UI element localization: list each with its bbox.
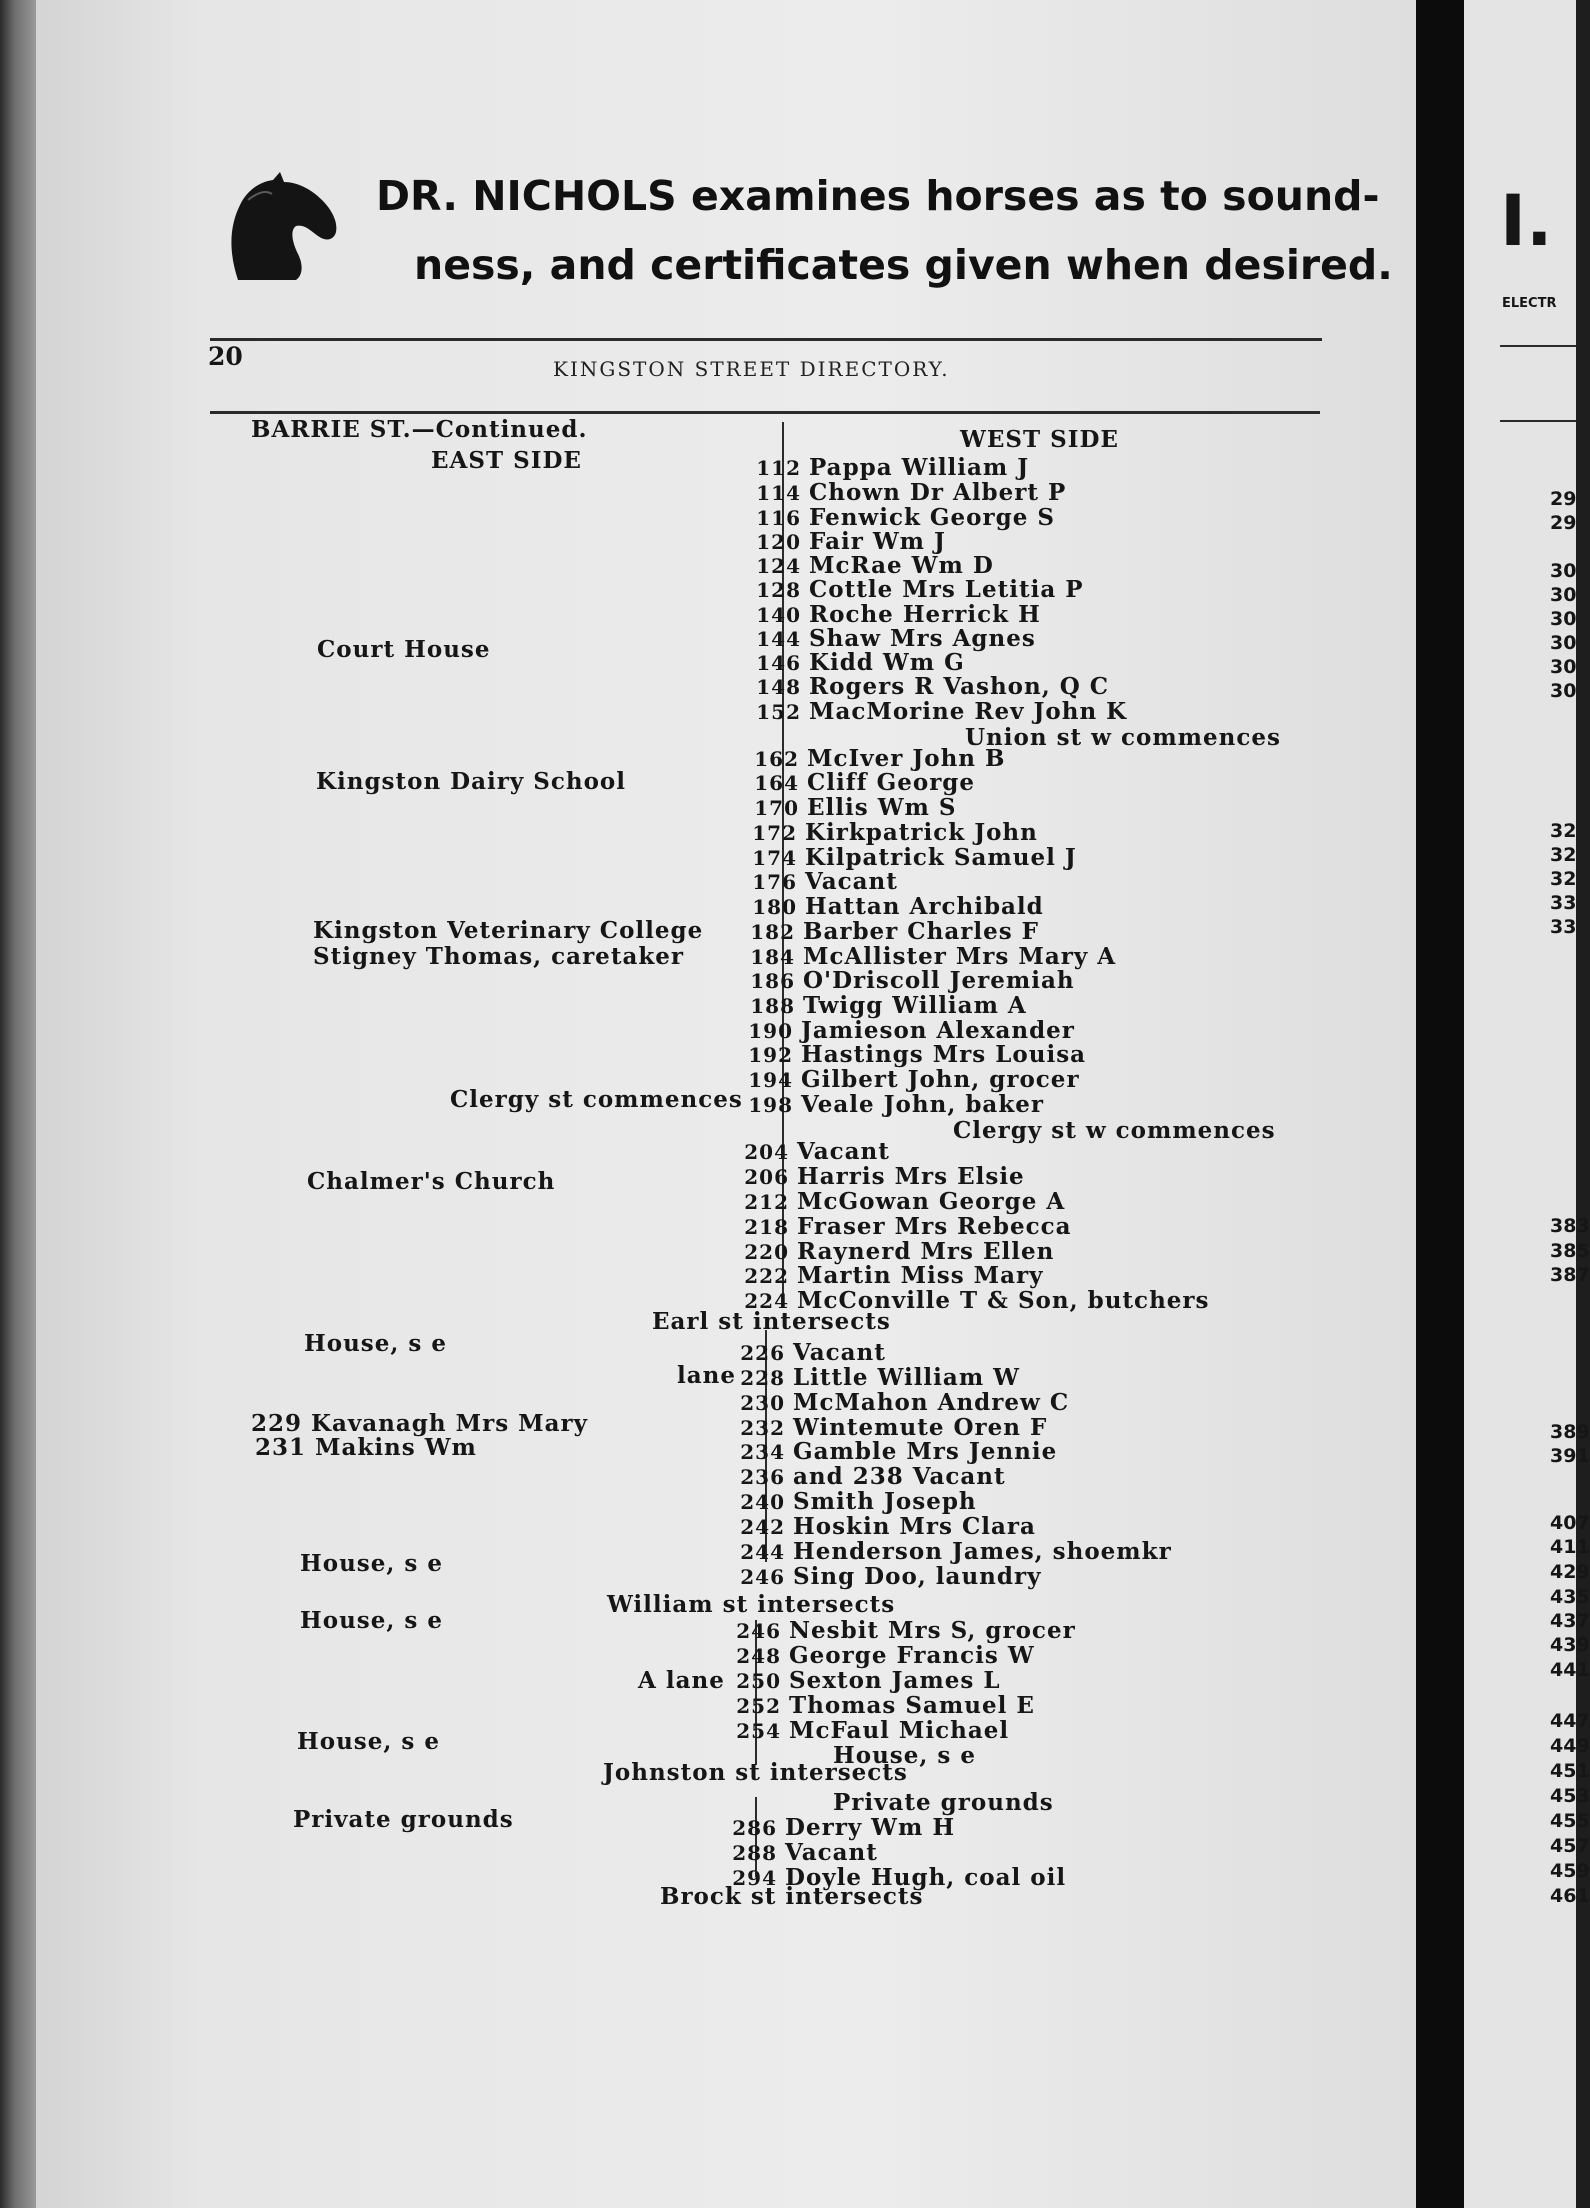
facing-page-letter: I.	[1500, 180, 1553, 262]
west-entry: 254 McFaul Michael	[736, 1717, 1010, 1744]
west-street-note: Private grounds	[833, 1789, 1054, 1816]
west-entry: 174 Kilpatrick Samuel J	[752, 844, 1077, 871]
west-entry: 172 Kirkpatrick John	[752, 819, 1038, 846]
east-entry: Private grounds	[293, 1806, 514, 1833]
west-entry: 240 Smith Joseph	[740, 1488, 977, 1515]
book-gutter	[1416, 0, 1464, 2208]
horse-head-icon	[218, 170, 343, 285]
facing-page-number: 441	[1550, 1659, 1590, 1681]
west-entry: 162 McIver John B	[754, 745, 1006, 772]
ad-divider	[210, 338, 1322, 341]
west-entry: 204 Vacant	[744, 1138, 890, 1165]
west-entry: 242 Hoskin Mrs Clara	[740, 1513, 1036, 1540]
west-entry: 112 Pappa William J	[756, 454, 1030, 481]
west-entry: 144 Shaw Mrs Agnes	[756, 625, 1036, 652]
facing-page-number: 383	[1550, 1215, 1590, 1237]
ad-line-1: DR. NICHOLS examines horses as to sound-	[376, 172, 1380, 220]
ad-line-2: ness, and certificates given when desired.	[414, 241, 1393, 289]
west-entry: 146 Kidd Wm G	[756, 649, 965, 676]
west-entry: 164 Cliff George	[754, 769, 976, 796]
facing-page-number: 447	[1550, 1710, 1590, 1732]
facing-page-number: 30	[1550, 584, 1577, 606]
east-side-heading: EAST SIDE	[431, 447, 582, 474]
facing-page-number: 453	[1550, 1785, 1590, 1807]
west-entry: 152 MacMorine Rev John K	[756, 698, 1128, 725]
east-entry: A lane	[638, 1667, 725, 1694]
east-entry: lane	[677, 1362, 736, 1389]
facing-page-number: 389	[1550, 1421, 1590, 1443]
west-entry: 228 Little William W	[740, 1364, 1020, 1391]
east-entry: 229 Kavanagh Mrs Mary	[251, 1410, 588, 1437]
facing-page-number: 385	[1550, 1240, 1590, 1262]
west-entry: 128 Cottle Mrs Letitia P	[756, 576, 1084, 603]
facing-page-number: 437	[1550, 1610, 1590, 1632]
west-entry: 116 Fenwick George S	[756, 504, 1055, 531]
facing-page-number: 451	[1550, 1760, 1590, 1782]
west-street-note: Clergy st w commences	[953, 1117, 1276, 1144]
facing-page-number: 30	[1550, 608, 1577, 630]
west-entry: 190 Jamieson Alexander	[748, 1017, 1075, 1044]
running-header: KINGSTON STREET DIRECTORY.	[553, 357, 950, 381]
west-street-note: Union st w commences	[965, 724, 1281, 751]
facing-page-number: 32	[1550, 844, 1577, 866]
facing-page-number: 459	[1550, 1860, 1590, 1882]
facing-page-number: 30	[1550, 632, 1577, 654]
street-title: BARRIE ST.—Continued.	[251, 416, 588, 443]
facing-page-number: 439	[1550, 1634, 1590, 1656]
west-entry: 246 Nesbit Mrs S, grocer	[736, 1617, 1076, 1644]
west-entry: 188 Twigg William A	[750, 992, 1027, 1019]
intersection-label: William st intersects	[607, 1591, 896, 1618]
west-entry: 218 Fraser Mrs Rebecca	[744, 1213, 1072, 1240]
facing-page-number: 455	[1550, 1810, 1590, 1832]
east-entry: Kingston Dairy School	[316, 768, 627, 795]
west-entry: 232 Wintemute Oren F	[740, 1414, 1048, 1441]
facing-page-number: 411	[1550, 1536, 1590, 1558]
west-entry: 114 Chown Dr Albert P	[756, 479, 1067, 506]
west-entry: 182 Barber Charles F	[750, 918, 1040, 945]
east-entry: 231 Makins Wm	[255, 1434, 477, 1461]
intersection-label: Brock st intersects	[660, 1883, 924, 1910]
facing-page-number: 457	[1550, 1835, 1590, 1857]
facing-page-number: 461	[1550, 1885, 1590, 1907]
intersection-label: Earl st intersects	[652, 1308, 891, 1335]
west-entry: 226 Vacant	[740, 1339, 886, 1366]
facing-page-number: 429	[1550, 1561, 1590, 1583]
east-entry: Kingston Veterinary College	[313, 917, 704, 944]
facing-page-number: 32	[1550, 820, 1577, 842]
scan-left-margin	[0, 0, 36, 2208]
west-entry: 234 Gamble Mrs Jennie	[740, 1438, 1058, 1465]
facing-page-number: 30	[1550, 680, 1577, 702]
header-divider	[210, 411, 1320, 414]
east-entry: Court House	[317, 636, 491, 663]
intersection-label: Johnston st intersects	[603, 1759, 908, 1786]
west-entry: 148 Rogers R Vashon, Q C	[756, 673, 1110, 700]
facing-page-number: 33	[1550, 916, 1577, 938]
west-entry: 244 Henderson James, shoemkr	[740, 1538, 1172, 1565]
west-entry: 170 Ellis Wm S	[754, 794, 957, 821]
east-entry: Chalmer's Church	[307, 1168, 556, 1195]
east-entry: House, s e	[300, 1607, 443, 1634]
facing-page-number: 391	[1550, 1445, 1590, 1467]
west-entry: 250 Sexton James L	[736, 1667, 1001, 1694]
west-entry: 180 Hattan Archibald	[752, 893, 1044, 920]
facing-page-number: 29	[1550, 512, 1577, 534]
facing-page-number: 30	[1550, 656, 1577, 678]
west-entry: 294 Doyle Hugh, coal oil	[732, 1864, 1067, 1891]
facing-page-number: 387	[1550, 1264, 1590, 1286]
west-entry: 230 McMahon Andrew C	[740, 1389, 1070, 1416]
west-entry: 192 Hastings Mrs Louisa	[748, 1041, 1087, 1068]
page-number: 20	[208, 342, 243, 371]
west-entry: 236 and 238 Vacant	[740, 1463, 1006, 1490]
west-entry: 252 Thomas Samuel E	[736, 1692, 1035, 1719]
west-entry: 212 McGowan George A	[744, 1188, 1066, 1215]
east-entry: House, s e	[300, 1550, 443, 1577]
west-entry: 184 McAllister Mrs Mary A	[750, 943, 1117, 970]
facing-page-number: 32	[1550, 868, 1577, 890]
west-entry: 222 Martin Miss Mary	[744, 1262, 1044, 1289]
facing-page-rule	[1500, 420, 1576, 422]
facing-page-caption: ELECTR	[1502, 296, 1557, 311]
west-entry: 198 Veale John, baker	[748, 1091, 1045, 1118]
east-entry: Clergy st commences	[450, 1086, 743, 1113]
facing-page-number: 29	[1550, 488, 1577, 510]
west-entry: 220 Raynerd Mrs Ellen	[744, 1238, 1055, 1265]
west-entry: 124 McRae Wm D	[756, 552, 994, 579]
east-entry: House, s e	[297, 1728, 440, 1755]
west-entry: 286 Derry Wm H	[732, 1814, 956, 1841]
west-side-heading: WEST SIDE	[960, 426, 1119, 453]
west-entry: 140 Roche Herrick H	[756, 601, 1041, 628]
facing-page-number: 435	[1550, 1586, 1590, 1608]
facing-page-number: 407	[1550, 1512, 1590, 1534]
west-entry: 206 Harris Mrs Elsie	[744, 1163, 1025, 1190]
west-entry: 176 Vacant	[752, 868, 898, 895]
facing-page-number: 449	[1550, 1735, 1590, 1757]
west-entry: 120 Fair Wm J	[756, 528, 946, 555]
facing-page-rule	[1500, 345, 1576, 347]
east-entry: Stigney Thomas, caretaker	[313, 943, 685, 970]
west-entry: 248 George Francis W	[736, 1642, 1035, 1669]
facing-page-number: 33	[1550, 892, 1577, 914]
west-entry: 288 Vacant	[732, 1839, 878, 1866]
west-entry: 186 O'Driscoll Jeremiah	[750, 967, 1075, 994]
west-street-note: House, s e	[833, 1742, 976, 1769]
west-entry: 194 Gilbert John, grocer	[748, 1066, 1080, 1093]
west-entry: 246 Sing Doo, laundry	[740, 1563, 1042, 1590]
facing-page-number: 30	[1550, 560, 1577, 582]
west-entry: 224 McConville T & Son, butchers	[744, 1287, 1210, 1314]
east-entry: House, s e	[304, 1330, 447, 1357]
